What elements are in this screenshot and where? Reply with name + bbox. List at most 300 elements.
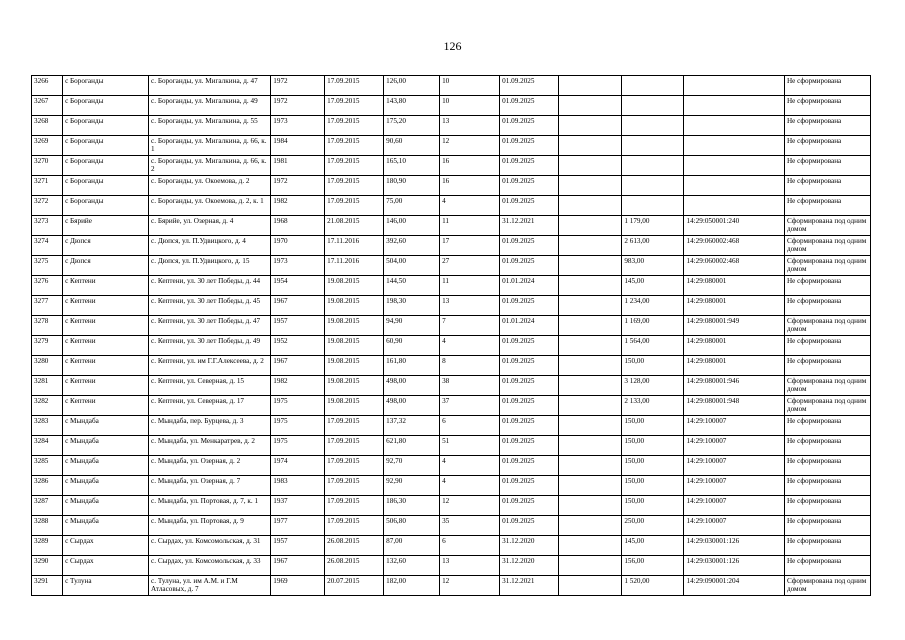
year-built-cell: 1967	[271, 356, 325, 376]
date-cell: 17.09.2015	[325, 116, 384, 136]
table-row	[32, 456, 871, 476]
area-cell: 90,60	[384, 136, 440, 156]
cadastral-number-cell: 14:29:030001:126	[684, 536, 784, 556]
table-row	[32, 476, 871, 496]
land-status-cell: Не сформирована	[784, 556, 870, 576]
blank-cell	[559, 376, 622, 396]
year-built-cell: 1984	[271, 136, 325, 156]
settlement-cell: с Кептени	[63, 316, 149, 336]
table-row	[32, 76, 871, 96]
date-cell: 17.09.2015	[325, 156, 384, 176]
blank-cell	[559, 476, 622, 496]
row-number-cell: 3267	[32, 96, 63, 116]
land-area-cell: 250,00	[622, 516, 684, 536]
land-status-cell: Не сформирована	[784, 176, 870, 196]
deadline-cell: 01.09.2025	[500, 256, 559, 276]
settlement-cell: с Мындаба	[63, 416, 149, 436]
residents-cell: 11	[440, 276, 500, 296]
settlement-cell: с Кептени	[63, 396, 149, 416]
area-cell: 126,00	[384, 76, 440, 96]
blank-cell	[559, 516, 622, 536]
blank-cell	[559, 136, 622, 156]
land-status-cell: Не сформирована	[784, 536, 870, 556]
residents-cell: 16	[440, 176, 500, 196]
residents-cell: 37	[440, 396, 500, 416]
address-cell: с. Дюпся, ул. П.Удвицкого, д. 15	[149, 256, 271, 276]
blank-cell	[559, 556, 622, 576]
area-cell: 198,30	[384, 296, 440, 316]
cadastral-number-cell: 14:29:080001:949	[684, 316, 784, 336]
deadline-cell: 01.09.2025	[500, 176, 559, 196]
deadline-cell: 01.09.2025	[500, 476, 559, 496]
land-area-cell: 150,00	[622, 416, 684, 436]
land-status-cell: Сформирована под одним домом	[784, 376, 870, 396]
date-cell: 17.09.2015	[325, 96, 384, 116]
area-cell: 504,00	[384, 256, 440, 276]
land-status-cell: Не сформирована	[784, 456, 870, 476]
blank-cell	[559, 496, 622, 516]
blank-cell	[559, 316, 622, 336]
address-cell: с. Кептени, ул. Северная, д. 15	[149, 376, 271, 396]
settlement-cell: с Мындаба	[63, 496, 149, 516]
row-number-cell: 3278	[32, 316, 63, 336]
row-number-cell: 3275	[32, 256, 63, 276]
date-cell: 17.09.2015	[325, 136, 384, 156]
table-body	[32, 76, 871, 596]
address-cell: с. Кептени, ул. 30 лет Победы, д. 44	[149, 276, 271, 296]
area-cell: 132,60	[384, 556, 440, 576]
blank-cell	[559, 416, 622, 436]
address-cell: с. Бороганды, ул. Мигалкина, д. 47	[149, 76, 271, 96]
address-cell: с. Бороганды, ул. Мигалкина, д. 49	[149, 96, 271, 116]
blank-cell	[559, 196, 622, 216]
blank-cell	[559, 276, 622, 296]
address-cell: с. Мындаба, ул. Озерная, д. 7	[149, 476, 271, 496]
year-built-cell: 1969	[271, 576, 325, 596]
settlement-cell: с Дюпся	[63, 256, 149, 276]
row-number-cell: 3269	[32, 136, 63, 156]
cadastral-number-cell: 14:29:100007	[684, 496, 784, 516]
address-cell: с. Мындаба, пер. Бурцева, д. 3	[149, 416, 271, 436]
settlement-cell: с Кептени	[63, 356, 149, 376]
blank-cell	[559, 156, 622, 176]
cadastral-number-cell	[684, 136, 784, 156]
deadline-cell: 01.09.2025	[500, 456, 559, 476]
blank-cell	[559, 296, 622, 316]
date-cell: 19.08.2015	[325, 336, 384, 356]
land-status-cell: Сформирована под одним домом	[784, 256, 870, 276]
deadline-cell: 31.12.2021	[500, 576, 559, 596]
year-built-cell: 1977	[271, 516, 325, 536]
land-area-cell	[622, 136, 684, 156]
deadline-cell: 01.09.2025	[500, 156, 559, 176]
settlement-cell: с Бороганды	[63, 136, 149, 156]
land-area-cell: 1 520,00	[622, 576, 684, 596]
cadastral-number-cell	[684, 96, 784, 116]
area-cell: 186,30	[384, 496, 440, 516]
year-built-cell: 1981	[271, 156, 325, 176]
table-row	[32, 156, 871, 176]
address-cell: с. Бороганды, ул. Мигалкина, д. 66, к. 2	[149, 156, 271, 176]
row-number-cell: 3271	[32, 176, 63, 196]
row-number-cell: 3284	[32, 436, 63, 456]
table-row	[32, 436, 871, 456]
cadastral-number-cell	[684, 176, 784, 196]
land-area-cell: 150,00	[622, 476, 684, 496]
residents-cell: 11	[440, 216, 500, 236]
date-cell: 26.08.2015	[325, 556, 384, 576]
area-cell: 75,00	[384, 196, 440, 216]
address-cell: с. Бороганды, ул. Окоемова, д. 2, к. 1	[149, 196, 271, 216]
row-number-cell: 3288	[32, 516, 63, 536]
blank-cell	[559, 216, 622, 236]
land-status-cell: Не сформирована	[784, 416, 870, 436]
residents-cell: 35	[440, 516, 500, 536]
year-built-cell: 1973	[271, 116, 325, 136]
date-cell: 19.08.2015	[325, 396, 384, 416]
cadastral-number-cell: 14:29:060002:468	[684, 236, 784, 256]
table-row	[32, 116, 871, 136]
cadastral-number-cell: 14:29:080001	[684, 276, 784, 296]
date-cell: 17.11.2016	[325, 236, 384, 256]
residents-cell: 51	[440, 436, 500, 456]
residents-cell: 38	[440, 376, 500, 396]
residents-cell: 12	[440, 496, 500, 516]
table-row	[32, 396, 871, 416]
blank-cell	[559, 96, 622, 116]
date-cell: 21.08.2015	[325, 216, 384, 236]
residents-cell: 13	[440, 296, 500, 316]
year-built-cell: 1937	[271, 496, 325, 516]
land-area-cell: 1 169,00	[622, 316, 684, 336]
area-cell: 92,70	[384, 456, 440, 476]
residents-cell: 4	[440, 456, 500, 476]
residents-cell: 6	[440, 416, 500, 436]
year-built-cell: 1975	[271, 416, 325, 436]
settlement-cell: с Тулуна	[63, 576, 149, 596]
land-area-cell	[622, 176, 684, 196]
date-cell: 19.08.2015	[325, 316, 384, 336]
land-area-cell	[622, 156, 684, 176]
address-cell: с. Бороганды, ул. Мигалкина, д. 55	[149, 116, 271, 136]
address-cell: с. Кептени, ул. 30 лет Победы, д. 45	[149, 296, 271, 316]
deadline-cell: 01.09.2025	[500, 496, 559, 516]
year-built-cell: 1973	[271, 256, 325, 276]
land-status-cell: Не сформирована	[784, 296, 870, 316]
row-number-cell: 3282	[32, 396, 63, 416]
year-built-cell: 1972	[271, 176, 325, 196]
row-number-cell: 3279	[32, 336, 63, 356]
deadline-cell: 31.12.2020	[500, 536, 559, 556]
row-number-cell: 3291	[32, 576, 63, 596]
cadastral-number-cell	[684, 76, 784, 96]
land-area-cell	[622, 196, 684, 216]
row-number-cell: 3266	[32, 76, 63, 96]
land-status-cell: Сформирована под одним домом	[784, 236, 870, 256]
table-row	[32, 296, 871, 316]
cadastral-number-cell: 14:29:100007	[684, 436, 784, 456]
year-built-cell: 1975	[271, 436, 325, 456]
date-cell: 17.09.2015	[325, 176, 384, 196]
land-status-cell: Не сформирована	[784, 276, 870, 296]
area-cell: 392,60	[384, 236, 440, 256]
row-number-cell: 3280	[32, 356, 63, 376]
blank-cell	[559, 456, 622, 476]
year-built-cell: 1975	[271, 396, 325, 416]
table-row	[32, 416, 871, 436]
settlement-cell: с Бороганды	[63, 156, 149, 176]
row-number-cell: 3274	[32, 236, 63, 256]
land-status-cell: Не сформирована	[784, 476, 870, 496]
area-cell: 94,90	[384, 316, 440, 336]
table-row	[32, 496, 871, 516]
blank-cell	[559, 396, 622, 416]
blank-cell	[559, 436, 622, 456]
residents-cell: 27	[440, 256, 500, 276]
deadline-cell: 31.12.2020	[500, 556, 559, 576]
table-row	[32, 576, 871, 596]
settlement-cell: с Кептени	[63, 376, 149, 396]
land-area-cell: 983,00	[622, 256, 684, 276]
row-number-cell: 3287	[32, 496, 63, 516]
area-cell: 498,00	[384, 396, 440, 416]
date-cell: 17.09.2015	[325, 456, 384, 476]
land-area-cell	[622, 116, 684, 136]
land-area-cell: 3 128,00	[622, 376, 684, 396]
area-cell: 137,32	[384, 416, 440, 436]
area-cell: 161,80	[384, 356, 440, 376]
blank-cell	[559, 176, 622, 196]
date-cell: 26.08.2015	[325, 536, 384, 556]
land-area-cell: 1 179,00	[622, 216, 684, 236]
residents-cell: 16	[440, 156, 500, 176]
settlement-cell: с Сырдах	[63, 536, 149, 556]
date-cell: 19.08.2015	[325, 276, 384, 296]
area-cell: 60,90	[384, 336, 440, 356]
land-area-cell: 150,00	[622, 496, 684, 516]
area-cell: 146,00	[384, 216, 440, 236]
table-row	[32, 216, 871, 236]
cadastral-number-cell: 14:29:100007	[684, 476, 784, 496]
address-cell: с. Мындаба, ул. Озерная, д. 2	[149, 456, 271, 476]
date-cell: 17.09.2015	[325, 436, 384, 456]
date-cell: 19.08.2015	[325, 296, 384, 316]
land-status-cell: Не сформирована	[784, 76, 870, 96]
table-row	[32, 196, 871, 216]
date-cell: 17.09.2015	[325, 416, 384, 436]
land-area-cell: 156,00	[622, 556, 684, 576]
deadline-cell: 01.09.2025	[500, 436, 559, 456]
housing-register-table	[31, 75, 871, 596]
land-area-cell: 150,00	[622, 436, 684, 456]
cadastral-number-cell: 14:29:030001:126	[684, 556, 784, 576]
deadline-cell: 01.09.2025	[500, 356, 559, 376]
date-cell: 17.09.2015	[325, 516, 384, 536]
year-built-cell: 1952	[271, 336, 325, 356]
land-status-cell: Сформирована под одним домом	[784, 396, 870, 416]
row-number-cell: 3285	[32, 456, 63, 476]
date-cell: 20.07.2015	[325, 576, 384, 596]
table-row	[32, 96, 871, 116]
area-cell: 87,00	[384, 536, 440, 556]
row-number-cell: 3276	[32, 276, 63, 296]
land-area-cell: 145,00	[622, 276, 684, 296]
row-number-cell: 3273	[32, 216, 63, 236]
settlement-cell: с Бороганды	[63, 116, 149, 136]
blank-cell	[559, 576, 622, 596]
date-cell: 17.09.2015	[325, 496, 384, 516]
table-row	[32, 556, 871, 576]
cadastral-number-cell: 14:29:080001	[684, 336, 784, 356]
land-area-cell: 2 613,00	[622, 236, 684, 256]
blank-cell	[559, 356, 622, 376]
area-cell: 621,80	[384, 436, 440, 456]
area-cell: 92,90	[384, 476, 440, 496]
land-status-cell: Не сформирована	[784, 356, 870, 376]
deadline-cell: 01.01.2024	[500, 316, 559, 336]
cadastral-number-cell	[684, 156, 784, 176]
residents-cell: 4	[440, 336, 500, 356]
area-cell: 175,20	[384, 116, 440, 136]
land-area-cell: 150,00	[622, 456, 684, 476]
cadastral-number-cell: 14:29:090001:204	[684, 576, 784, 596]
land-status-cell: Не сформирована	[784, 516, 870, 536]
land-status-cell: Не сформирована	[784, 96, 870, 116]
cadastral-number-cell: 14:29:100007	[684, 456, 784, 476]
address-cell: с. Бярийе, ул. Озерная, д. 4	[149, 216, 271, 236]
blank-cell	[559, 336, 622, 356]
land-status-cell: Сформирована под одним домом	[784, 316, 870, 336]
cadastral-number-cell: 14:29:080001:948	[684, 396, 784, 416]
deadline-cell: 01.09.2025	[500, 516, 559, 536]
row-number-cell: 3281	[32, 376, 63, 396]
deadline-cell: 01.01.2024	[500, 276, 559, 296]
land-status-cell: Сформирована под одним домом	[784, 216, 870, 236]
deadline-cell: 01.09.2025	[500, 376, 559, 396]
row-number-cell: 3283	[32, 416, 63, 436]
residents-cell: 4	[440, 476, 500, 496]
residents-cell: 12	[440, 576, 500, 596]
land-status-cell: Не сформирована	[784, 136, 870, 156]
land-status-cell: Не сформирована	[784, 496, 870, 516]
address-cell: с. Сырдах, ул. Комсомольская, д. 31	[149, 536, 271, 556]
address-cell: с. Бороганды, ул. Мигалкина, д. 66, к. 1	[149, 136, 271, 156]
area-cell: 182,00	[384, 576, 440, 596]
cadastral-number-cell: 14:29:080001	[684, 356, 784, 376]
settlement-cell: с Кептени	[63, 296, 149, 316]
table-row	[32, 256, 871, 276]
address-cell: с. Дюпся, ул. П.Удвицкого, д. 4	[149, 236, 271, 256]
settlement-cell: с Кептени	[63, 276, 149, 296]
deadline-cell: 01.09.2025	[500, 236, 559, 256]
deadline-cell: 31.12.2021	[500, 216, 559, 236]
deadline-cell: 01.09.2025	[500, 116, 559, 136]
date-cell: 17.09.2015	[325, 76, 384, 96]
residents-cell: 12	[440, 136, 500, 156]
deadline-cell: 01.09.2025	[500, 96, 559, 116]
residents-cell: 10	[440, 96, 500, 116]
blank-cell	[559, 76, 622, 96]
year-built-cell: 1972	[271, 76, 325, 96]
table-row	[32, 236, 871, 256]
land-area-cell: 145,00	[622, 536, 684, 556]
address-cell: с. Мындаба, ул. Менкаратрев, д. 2	[149, 436, 271, 456]
date-cell: 17.11.2016	[325, 256, 384, 276]
year-built-cell: 1957	[271, 536, 325, 556]
land-area-cell	[622, 96, 684, 116]
blank-cell	[559, 236, 622, 256]
residents-cell: 6	[440, 536, 500, 556]
year-built-cell: 1957	[271, 316, 325, 336]
blank-cell	[559, 256, 622, 276]
row-number-cell: 3268	[32, 116, 63, 136]
land-status-cell: Не сформирована	[784, 436, 870, 456]
address-cell: с. Мындаба, ул. Портовая, д. 9	[149, 516, 271, 536]
table-row	[32, 176, 871, 196]
settlement-cell: с Бороганды	[63, 196, 149, 216]
table-row	[32, 516, 871, 536]
year-built-cell: 1982	[271, 196, 325, 216]
year-built-cell: 1954	[271, 276, 325, 296]
settlement-cell: с Мындаба	[63, 456, 149, 476]
settlement-cell: с Бороганды	[63, 96, 149, 116]
residents-cell: 4	[440, 196, 500, 216]
year-built-cell: 1967	[271, 296, 325, 316]
deadline-cell: 01.09.2025	[500, 196, 559, 216]
year-built-cell: 1983	[271, 476, 325, 496]
residents-cell: 7	[440, 316, 500, 336]
settlement-cell: с Кептени	[63, 336, 149, 356]
date-cell: 19.08.2015	[325, 376, 384, 396]
settlement-cell: с Бороганды	[63, 76, 149, 96]
land-area-cell: 1 564,00	[622, 336, 684, 356]
cadastral-number-cell	[684, 116, 784, 136]
table-row	[32, 536, 871, 556]
residents-cell: 13	[440, 556, 500, 576]
table-row	[32, 336, 871, 356]
cadastral-number-cell: 14:29:100007	[684, 416, 784, 436]
cadastral-number-cell: 14:29:050001:240	[684, 216, 784, 236]
table-row	[32, 136, 871, 156]
table-row	[32, 356, 871, 376]
row-number-cell: 3277	[32, 296, 63, 316]
year-built-cell: 1967	[271, 556, 325, 576]
residents-cell: 13	[440, 116, 500, 136]
area-cell: 165,10	[384, 156, 440, 176]
date-cell: 17.09.2015	[325, 196, 384, 216]
blank-cell	[559, 116, 622, 136]
address-cell: с. Кептени, ул. Северная, д. 17	[149, 396, 271, 416]
land-area-cell: 2 133,00	[622, 396, 684, 416]
year-built-cell: 1968	[271, 216, 325, 236]
deadline-cell: 01.09.2025	[500, 296, 559, 316]
cadastral-number-cell: 14:29:080001:946	[684, 376, 784, 396]
cadastral-number-cell: 14:29:060002:468	[684, 256, 784, 276]
land-area-cell: 150,00	[622, 356, 684, 376]
address-cell: с. Кептени, ул. 30 лет Победы, д. 49	[149, 336, 271, 356]
settlement-cell: с Бярийе	[63, 216, 149, 236]
address-cell: с. Мындаба, ул. Портовая, д. 7, к. 1	[149, 496, 271, 516]
deadline-cell: 01.09.2025	[500, 396, 559, 416]
land-status-cell: Не сформирована	[784, 336, 870, 356]
row-number-cell: 3290	[32, 556, 63, 576]
settlement-cell: с Мындаба	[63, 516, 149, 536]
date-cell: 17.09.2015	[325, 476, 384, 496]
deadline-cell: 01.09.2025	[500, 336, 559, 356]
row-number-cell: 3270	[32, 156, 63, 176]
address-cell: с. Кептени, ул. 30 лет Победы, д. 47	[149, 316, 271, 336]
table-row	[32, 376, 871, 396]
